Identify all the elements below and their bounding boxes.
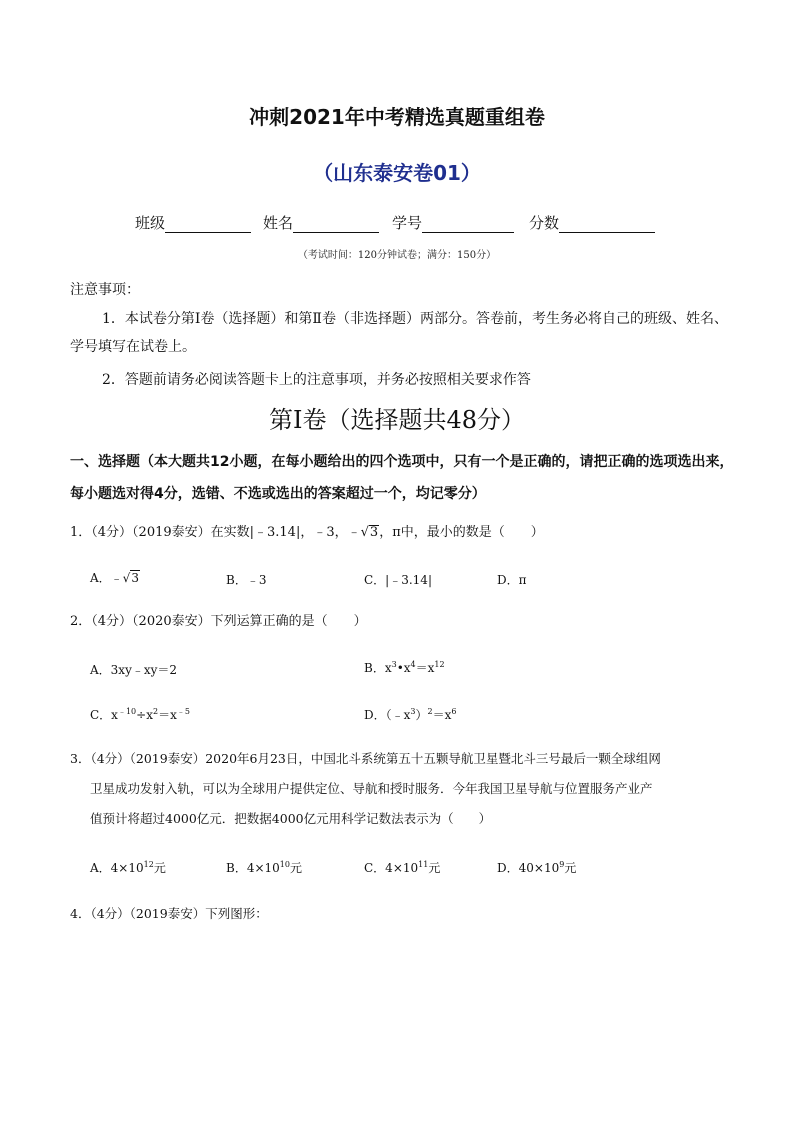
q2-b-result: ＝x [415,661,435,675]
class-blank[interactable] [165,215,251,233]
question-1-stem [70,517,740,549]
q3-option-a[interactable] [90,859,166,876]
q3-b-base: B．4×10 [226,861,280,875]
q2-d-base: D．（﹣x [364,708,411,722]
note-item-1-line-2: 学号填写在试卷上。 [70,339,196,355]
q3-b-exp: 10 [279,860,290,869]
q2-c-result: ＝x [158,708,177,722]
q1-option-b[interactable]: B．﹣3 [226,573,267,587]
q2-b-mid: •x [396,661,411,675]
q3-b-unit: 元 [289,861,302,875]
q2-d-exp-1: 3 [410,707,416,716]
q1-option-d[interactable]: D．π [497,573,527,587]
part-instructions [70,446,734,510]
q2-d-exp-3: 6 [451,707,457,716]
q2-b-exp-3: 12 [434,660,445,669]
q1-option-a-sqrt-icon: √3 [122,571,139,585]
q2-option-d[interactable] [364,706,456,723]
part-instructions-line-2: 每小题选对得4分，选错、不选或选出的答案超过一个，均记零分） [70,486,486,502]
note-item-1-line-1: 1．本试卷分第Ⅰ卷（选择题）和第Ⅱ卷（非选择题）两部分。答卷前，考生务必将自己的班级、姓名、 [102,311,728,327]
q2-c-exp-1: ﹣10 [117,707,137,716]
question-2-stem: 2．（4分）（2020泰安）下列运算正确的是（ ） [70,614,367,629]
q3-a-unit: 元 [153,861,166,875]
q3-option-d[interactable] [497,859,576,876]
q2-b-base: B．x [364,661,392,675]
question-4-stem: 4．（4分）（2019泰安）下列图形： [70,906,268,921]
q2-option-c[interactable] [90,706,190,723]
q1-option-c[interactable]: C．|﹣3.14| [364,573,432,587]
q1-sqrt-icon: √3 [360,525,379,540]
q2-d-result: ＝x [432,708,452,722]
q2-d-exp-2: 2 [427,707,433,716]
score-label: 分数 [529,214,560,232]
q3-a-base: A．4×10 [90,861,144,875]
class-field[interactable] [135,212,251,233]
name-blank[interactable] [293,215,379,233]
notes-heading: 注意事项： [70,282,140,298]
note-item-1 [70,305,730,361]
q2-b-exp-1: 3 [391,660,397,669]
page-title: 冲刺2021年中考精选真题重组卷 [249,105,545,129]
page-subtitle: （山东泰安卷01） [313,161,481,185]
student-info-fields [135,212,695,236]
q2-c-mid: ÷x [136,708,153,722]
q2-b-exp-2: 4 [410,660,416,669]
section-heading: 第Ⅰ卷（选择题共48分） [268,406,526,434]
part-instructions-line-1: 一、选择题（本大题共12小题，在每小题给出的四个选项中，只有一个是正确的，请把正确的选项选出来， [70,454,734,470]
q3-line-2: 卫星成功发射入轨，可以为全球用户提供定位、导航和授时服务．今年我国卫星导航与位置服务产业产 [90,781,653,796]
q2-c-exp-3: ﹣5 [176,707,190,716]
q2-d-mid: ） [415,708,428,722]
q3-c-exp: 11 [418,860,429,869]
q1-option-a-prefix: A．﹣ [90,571,123,585]
q3-c-unit: 元 [428,861,441,875]
q3-line-1: 3．（4分）（2019泰安）2020年6月23日，中国北斗系统第五十五颗导航卫星暨北斗三号最后一颗全球组网 [70,751,661,766]
q3-d-base: D．40×10 [497,861,560,875]
q1-option-a-radicand: 3 [131,571,139,585]
student-id-label: 学号 [392,214,423,232]
q1-option-a[interactable] [90,569,140,586]
q2-option-b[interactable] [364,659,445,676]
q1-radicand: 3 [369,525,379,540]
exam-info: （考试时间：120分钟试卷；满分：150分） [297,250,497,261]
q1-prefix: 1．（4分）（2019泰安）在实数|﹣3.14|，﹣3，﹣ [70,525,361,540]
student-id-field[interactable] [392,212,514,233]
q3-d-exp: 9 [559,860,565,869]
q3-d-unit: 元 [564,861,577,875]
q3-option-c[interactable] [364,859,440,876]
student-id-blank[interactable] [422,215,514,233]
q1-suffix: ，π中，最小的数是（ ） [379,525,544,540]
q2-c-exp-2: 2 [152,707,159,716]
note-item-2-text: 2．答题前请务必阅读答题卡上的注意事项，并务必按照相关要求作答 [102,372,531,388]
q2-c-base: C．x [90,708,118,722]
q3-option-b[interactable] [226,859,302,876]
score-blank[interactable] [559,215,655,233]
class-label: 班级 [135,214,166,232]
q3-c-base: C．4×10 [364,861,419,875]
name-field[interactable] [263,212,379,233]
q2-option-a[interactable]: A．3xy﹣xy＝2 [90,663,178,677]
q3-line-3: 值预计将超过4000亿元．把数据4000亿元用科学记数法表示为（ ） [90,811,492,826]
name-label: 姓名 [263,214,294,232]
question-3-stem [70,744,740,834]
q3-a-exp: 12 [143,860,154,869]
note-item-2 [70,366,730,394]
score-field[interactable] [529,212,655,233]
